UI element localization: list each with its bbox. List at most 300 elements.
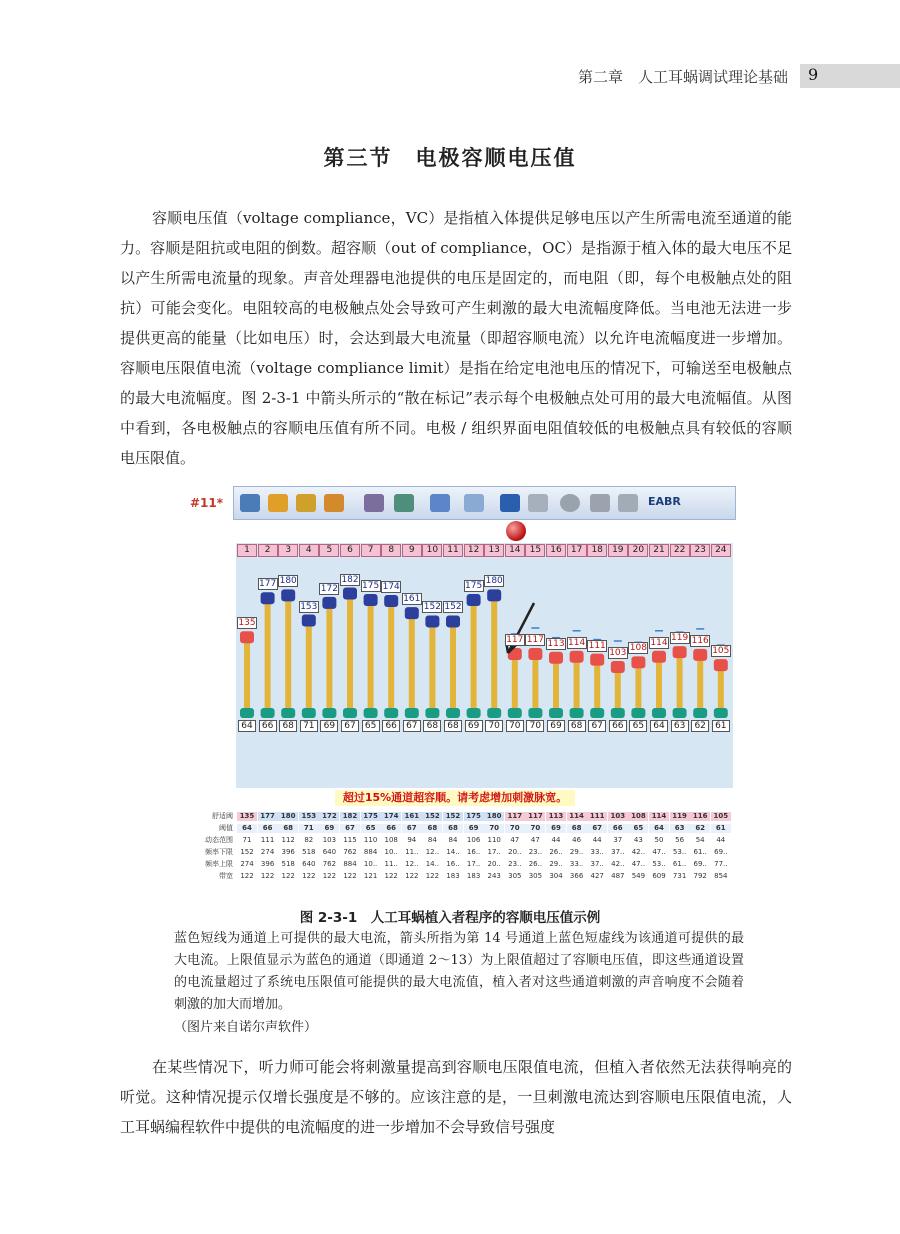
channel-bar[interactable] (512, 652, 518, 708)
channel-bar[interactable] (409, 611, 415, 708)
table-cell: 117 (505, 812, 525, 821)
table-cell: 67 (402, 824, 422, 833)
bar-chart-down-icon (324, 494, 344, 512)
table-cell: 113 (546, 812, 566, 821)
channel-cell-9[interactable]: 9 (402, 544, 422, 557)
toolbar (233, 486, 736, 520)
table-cell: 70 (525, 824, 545, 833)
threshold-marker[interactable] (425, 708, 439, 718)
table-cell: 884 (361, 848, 381, 857)
table-cell: 366 (567, 872, 587, 881)
table-cell: 53.. (649, 860, 669, 869)
figure-caption: 图 2-3-1 人工耳蜗植入者程序的容顺电压值示例 (299, 910, 601, 926)
upper-level-marker[interactable] (673, 646, 687, 658)
channel-bar[interactable] (491, 593, 497, 708)
upper-value-label: 117 (526, 634, 544, 645)
threshold-marker[interactable] (570, 708, 584, 718)
table-cell: 114 (567, 812, 587, 821)
pdf-icon (618, 494, 638, 512)
table-cell: 640 (299, 860, 319, 869)
table-cell: 640 (319, 848, 339, 857)
channel-number-row (236, 544, 733, 558)
wave-icon (268, 494, 288, 512)
channel-cell-17[interactable]: 17 (567, 544, 587, 557)
channel-cell-7[interactable]: 7 (361, 544, 381, 557)
channel-bar[interactable] (532, 652, 538, 708)
threshold-marker[interactable] (384, 708, 398, 718)
table-cell: 64 (237, 824, 257, 833)
channel-bar[interactable] (306, 619, 312, 708)
upper-level-marker[interactable] (405, 607, 419, 619)
table-cell: 20.. (484, 860, 504, 869)
table-cell: 63 (670, 824, 690, 833)
excel-icon (590, 494, 610, 512)
threshold-marker[interactable] (487, 708, 501, 718)
table-cell: 54 (690, 836, 710, 845)
channel-cell-18[interactable]: 18 (587, 544, 607, 557)
table-cell: 854 (711, 872, 731, 881)
table-cell: 161 (402, 812, 422, 821)
table-cell: 47.. (628, 860, 648, 869)
channel-bar[interactable] (429, 619, 435, 708)
channel-bar[interactable] (285, 593, 291, 708)
upper-value-label: 175 (362, 581, 380, 592)
table-cell: 47 (525, 836, 545, 845)
channel-bar[interactable] (326, 601, 332, 708)
channel-cell-5[interactable]: 5 (319, 544, 339, 557)
upper-level-marker[interactable] (611, 661, 625, 673)
table-cell: 122 (299, 872, 319, 881)
upper-level-marker[interactable] (302, 615, 316, 627)
table-cell: 396 (258, 860, 278, 869)
upper-value-label: 103 (609, 648, 627, 658)
upper-value-label: 152 (423, 602, 441, 613)
table-cell: 71 (299, 824, 319, 833)
channel-bar[interactable] (697, 653, 703, 708)
channel-cell-12[interactable]: 12 (464, 544, 484, 557)
table-cell: 26.. (546, 848, 566, 857)
table-cell: 11.. (402, 848, 422, 857)
table-cell: 62 (690, 824, 710, 833)
threshold-marker[interactable] (343, 708, 357, 718)
channel-cell-13[interactable]: 13 (484, 544, 504, 557)
lower-value-label: 69 (320, 720, 338, 732)
channel-bar[interactable] (450, 619, 456, 708)
grid-icon (464, 494, 484, 512)
value-table (178, 808, 736, 888)
table-cell: 122 (237, 872, 257, 881)
table-cell: 117 (525, 812, 545, 821)
upper-level-marker[interactable] (261, 592, 275, 604)
table-cell: 17.. (464, 860, 484, 869)
eabr-label: EABR (648, 495, 681, 508)
table-cell: 70 (505, 824, 525, 833)
upper-value-label: 117 (506, 634, 524, 645)
table-cell: 731 (670, 872, 690, 881)
upper-level-marker[interactable] (570, 651, 584, 663)
table-cell: 68 (567, 824, 587, 833)
stop-icon (560, 494, 580, 512)
table-cell: 84 (422, 836, 442, 845)
table-cell: 84 (443, 836, 463, 845)
table-cell: 42.. (608, 860, 628, 869)
table-cell: 12.. (402, 860, 422, 869)
table-cell: 23.. (505, 860, 525, 869)
channel-cell-2[interactable]: 2 (258, 544, 278, 557)
body-paragraph-1: 容顺电压值（voltage compliance，VC）是指植入体提供足够电压以产生所需电流至通道的能力。容顺是阻抗或电阻的倒数。超容顺（out of compliance，OC）是指源于植入体的最大电压不足以产生所需电流量的现象。声音处理器电池提供的电压是固定的，而电阻（即，每个电极触点处的阻抗）可能会变化。电阻较高的电极触点处会导致可产生刺激的最大电流幅度降低。当电池无法进一步提供更高的能量（比如电压）时，会达到最大电流量（即超容顺电流）以允许电流幅度进一步增加。容顺电压限值电流（voltage compliance limit）是指在给定电池电压的情况下，可输送至电极触点的最大电流幅度。图 2-3-1 中箭头所示的“散在标记”表示每个电极触点处可用的最大电流幅值。从图中看到，各电极触点的容顺电压值有所不同。电极 / 组织界面电阻值较低的电极触点具有较低的容顺电压限值。 (120, 209, 792, 467)
upper-level-marker[interactable] (467, 594, 481, 606)
lower-value-label: 70 (506, 720, 524, 732)
table-cell: 23.. (525, 848, 545, 857)
threshold-marker[interactable] (240, 708, 254, 718)
table-cell: 172 (319, 812, 339, 821)
upper-level-marker[interactable] (693, 649, 707, 661)
upper-level-marker[interactable] (343, 588, 357, 600)
upper-value-label: 177 (259, 579, 277, 590)
threshold-marker[interactable] (364, 708, 378, 718)
table-cell: 762 (319, 860, 339, 869)
figure-note: 蓝色短线为通道上可提供的最大电流，箭头所指为第 14 号通道上蓝色短虚线为该通道可提供的最大电流。上限值显示为蓝色的通道（即通道 2～13）为上限值超过了容顺电压值，即这些通道设置的电流量超过了系统电压限值可能提供的最大电流值，植入者对这些通道刺激的声音响度不会随着刺激的加大而增加。 (174, 931, 744, 1012)
upper-value-label: 114 (568, 637, 586, 648)
upper-level-marker[interactable] (425, 615, 439, 627)
lower-value-label: 68 (423, 720, 441, 732)
lower-value-label: 63 (671, 720, 689, 732)
upper-level-marker[interactable] (322, 597, 336, 609)
channel-cell-4[interactable]: 4 (299, 544, 319, 557)
upper-value-label: 119 (671, 633, 689, 644)
table-cell: 16.. (443, 860, 463, 869)
threshold-marker[interactable] (302, 708, 316, 718)
upper-value-label: 152 (444, 602, 462, 613)
table-cell: 274 (258, 848, 278, 857)
table-cell: 37 (608, 836, 628, 845)
channel-cell-10[interactable]: 10 (422, 544, 442, 557)
upper-level-marker[interactable] (281, 589, 295, 601)
table-cell: 44 (711, 836, 731, 845)
table-cell: 26.. (525, 860, 545, 869)
table-cell: 37.. (608, 848, 628, 857)
channel-cell-20[interactable]: 20 (628, 544, 648, 557)
lower-value-label: 64 (650, 720, 668, 732)
table-cell: 50 (649, 836, 669, 845)
table-cell: 44 (546, 836, 566, 845)
table-cell: 114 (649, 812, 669, 821)
table-cell: 47 (505, 836, 525, 845)
threshold-marker[interactable] (528, 708, 542, 718)
lower-value-label: 62 (691, 720, 709, 732)
table-cell: 69.. (690, 860, 710, 869)
threshold-marker[interactable] (467, 708, 481, 718)
table-cell: 152 (237, 848, 257, 857)
table-cell: 487 (608, 872, 628, 881)
table-cell: 70 (484, 824, 504, 833)
table-cell: 609 (649, 872, 669, 881)
table-cell: 68 (422, 824, 442, 833)
table-cell: 105 (711, 812, 731, 821)
lower-value-label: 66 (259, 720, 277, 732)
upper-value-label: 116 (691, 635, 709, 646)
lower-value-label: 66 (609, 720, 627, 732)
lower-value-label: 68 (568, 720, 586, 732)
table-cell: 44 (587, 836, 607, 845)
table-cell: 64 (649, 824, 669, 833)
table-row-label: 动态范围 (205, 836, 233, 844)
upper-level-marker[interactable] (714, 659, 728, 671)
table-cell: 518 (278, 860, 298, 869)
table-cell: 82 (299, 836, 319, 845)
table-cell: 183 (443, 872, 463, 881)
curve-icon (430, 494, 450, 512)
table-cell: 67 (587, 824, 607, 833)
upper-value-label: 174 (382, 581, 400, 592)
upper-level-marker[interactable] (364, 594, 378, 606)
upper-level-marker[interactable] (549, 652, 563, 664)
table-cell: 47.. (649, 848, 669, 857)
upper-level-marker[interactable] (528, 648, 542, 660)
table-cell: 182 (340, 812, 360, 821)
tools-icon (364, 494, 384, 512)
table-row-label: 舒适阈 (212, 812, 233, 820)
upper-value-label: 180 (485, 576, 503, 587)
table-cell: 174 (381, 812, 401, 821)
table-cell: 112 (278, 836, 298, 845)
table-cell: 66 (381, 824, 401, 833)
threshold-marker[interactable] (631, 708, 645, 718)
forward-arrow-icon (528, 494, 548, 512)
table-cell: 274 (237, 860, 257, 869)
table-cell: 37.. (587, 860, 607, 869)
table-row-label: 阈值 (219, 824, 233, 832)
upper-level-marker[interactable] (590, 654, 604, 666)
threshold-marker[interactable] (322, 708, 336, 718)
channel-cell-6[interactable]: 6 (340, 544, 360, 557)
page-number: 9 (808, 65, 819, 84)
upper-value-label: 182 (341, 574, 359, 585)
upper-value-label: 153 (300, 601, 318, 612)
channel-cell-8[interactable]: 8 (381, 544, 401, 557)
threshold-marker[interactable] (693, 708, 707, 718)
channel-cell-15[interactable]: 15 (525, 544, 545, 557)
table-cell: 762 (340, 848, 360, 857)
table-cell: 17.. (484, 848, 504, 857)
body-paragraph-2: 在某些情况下，听力师可能会将刺激量提高到容顺电压限值电流，但植入者依然无法获得响亮的听觉。这种情况提示仅增长强度是不够的。应该注意的是，一旦刺激电流达到容顺电压限值电流，人工耳蜗编程软件中提供的电流幅度的进一步增加不会导致信号强度 (120, 1058, 792, 1136)
table-cell: 77.. (711, 860, 731, 869)
table-cell: 66 (258, 824, 278, 833)
table-cell: 65 (628, 824, 648, 833)
software-screenshot (178, 486, 736, 890)
table-row-label: 带宽 (219, 872, 233, 880)
channel-bar[interactable] (244, 635, 250, 708)
table-cell: 792 (690, 872, 710, 881)
table-cell: 549 (628, 872, 648, 881)
table-cell: 175 (464, 812, 484, 821)
table-cell: 69 (319, 824, 339, 833)
threshold-marker[interactable] (281, 708, 295, 718)
table-cell: 103 (608, 812, 628, 821)
table-cell: 66 (608, 824, 628, 833)
table-cell: 243 (484, 872, 504, 881)
table-cell: 121 (361, 872, 381, 881)
table-cell: 61.. (670, 860, 690, 869)
lower-value-label: 61 (712, 720, 730, 732)
table-cell: 71 (237, 836, 257, 845)
table-cell: 152 (443, 812, 463, 821)
upper-value-label: 113 (547, 638, 565, 649)
threshold-marker[interactable] (549, 708, 563, 718)
lower-value-label: 65 (362, 720, 380, 732)
upper-level-marker[interactable] (384, 595, 398, 607)
table-cell: 103 (319, 836, 339, 845)
table-cell: 20.. (505, 848, 525, 857)
threshold-marker[interactable] (508, 708, 522, 718)
lower-value-label: 68 (279, 720, 297, 732)
table-cell: 427 (587, 872, 607, 881)
table-cell: 14.. (443, 848, 463, 857)
threshold-marker[interactable] (611, 708, 625, 718)
channel-cell-14[interactable]: 14 (505, 544, 525, 557)
table-cell: 61.. (690, 848, 710, 857)
table-cell: 110 (361, 836, 381, 845)
table-cell: 68 (278, 824, 298, 833)
channel-bar[interactable] (471, 598, 477, 708)
section-title: 第三节 电极容顺电压值 (323, 145, 577, 170)
table-cell: 29.. (567, 848, 587, 857)
table-cell: 29.. (546, 860, 566, 869)
table-cell: 518 (299, 848, 319, 857)
table-cell: 53.. (670, 848, 690, 857)
threshold-marker[interactable] (261, 708, 275, 718)
lower-value-label: 70 (526, 720, 544, 732)
table-cell: 11.. (381, 860, 401, 869)
chapter-title: 第二章 人工耳蜗调试理论基础 (577, 68, 788, 86)
table-cell: 12.. (422, 848, 442, 857)
table-cell: 305 (505, 872, 525, 881)
channel-cell-19[interactable]: 19 (608, 544, 628, 557)
table-cell: 108 (381, 836, 401, 845)
threshold-marker[interactable] (652, 708, 666, 718)
upper-value-label: 135 (238, 618, 256, 629)
table-cell: 67 (340, 824, 360, 833)
upper-level-marker[interactable] (652, 651, 666, 663)
search-tool-icon (394, 494, 414, 512)
figure-source: （图片来自诺尔声软件） (174, 1020, 318, 1035)
channel-cell-21[interactable]: 21 (649, 544, 669, 557)
channel-cell-16[interactable]: 16 (546, 544, 566, 557)
channel-cell-24[interactable]: 24 (711, 544, 731, 557)
lower-value-label: 71 (300, 720, 318, 732)
table-cell: 33.. (567, 860, 587, 869)
table-cell: 16.. (464, 848, 484, 857)
status-ball-icon (506, 521, 526, 541)
upper-value-label: 114 (650, 637, 668, 648)
upper-value-label: 172 (320, 583, 338, 594)
table-cell: 46 (567, 836, 587, 845)
warning-text: 超过15%通道超容顺。请考虑增加刺激脉宽。 (335, 790, 575, 806)
channel-bar[interactable] (368, 598, 374, 708)
table-cell: 68 (443, 824, 463, 833)
lower-value-label: 67 (403, 720, 421, 732)
lower-value-label: 69 (465, 720, 483, 732)
table-cell: 135 (237, 812, 257, 821)
table-cell: 122 (422, 872, 442, 881)
table-cell: 106 (464, 836, 484, 845)
channel-bar[interactable] (265, 596, 271, 708)
lower-value-label: 69 (547, 720, 565, 732)
upper-level-marker[interactable] (446, 615, 460, 627)
table-cell: 122 (340, 872, 360, 881)
lower-value-label: 67 (588, 720, 606, 732)
table-cell: 122 (258, 872, 278, 881)
threshold-marker[interactable] (673, 708, 687, 718)
table-cell: 119 (670, 812, 690, 821)
table-cell: 180 (278, 812, 298, 821)
table-cell: 56 (670, 836, 690, 845)
table-cell: 153 (299, 812, 319, 821)
table-cell: 175 (361, 812, 381, 821)
threshold-marker[interactable] (405, 708, 419, 718)
lower-value-label: 64 (238, 720, 256, 732)
lower-value-label: 70 (485, 720, 503, 732)
upper-value-label: 161 (403, 594, 421, 605)
table-cell: 396 (278, 848, 298, 857)
table-cell: 116 (690, 812, 710, 821)
table-cell: 42.. (628, 848, 648, 857)
table-cell: 152 (422, 812, 442, 821)
channel-cell-22[interactable]: 22 (670, 544, 690, 557)
channel-cell-23[interactable]: 23 (690, 544, 710, 557)
running-head (0, 64, 900, 88)
table-cell: 43 (628, 836, 648, 845)
table-cell: 110 (484, 836, 504, 845)
back-arrow-icon (500, 494, 520, 512)
table-row-label: 频率上限 (205, 860, 233, 868)
table-cell: 69 (464, 824, 484, 833)
lower-value-label: 66 (382, 720, 400, 732)
threshold-marker[interactable] (590, 708, 604, 718)
table-cell: 304 (546, 872, 566, 881)
upper-level-marker[interactable] (631, 656, 645, 668)
threshold-marker[interactable] (714, 708, 728, 718)
table-cell: 10.. (361, 860, 381, 869)
lower-value-label: 67 (341, 720, 359, 732)
channel-cell-11[interactable]: 11 (443, 544, 463, 557)
upper-level-marker[interactable] (240, 631, 254, 643)
table-cell: 94 (402, 836, 422, 845)
table-cell: 61 (711, 824, 731, 833)
program-tag: #11* (190, 496, 224, 510)
channel-cell-1[interactable]: 1 (237, 544, 257, 557)
table-cell: 65 (361, 824, 381, 833)
table-cell: 884 (340, 860, 360, 869)
threshold-marker[interactable] (446, 708, 460, 718)
table-cell: 122 (402, 872, 422, 881)
channel-bar[interactable] (347, 592, 353, 708)
upper-level-marker[interactable] (487, 589, 501, 601)
table-cell: 69 (546, 824, 566, 833)
upper-value-label: 175 (465, 581, 483, 592)
channel-bar[interactable] (388, 599, 394, 708)
bar-chart-icon (296, 494, 316, 512)
table-cell: 180 (484, 812, 504, 821)
table-cell: 122 (381, 872, 401, 881)
table-cell: 69.. (711, 848, 731, 857)
table-cell: 111 (258, 836, 278, 845)
upper-value-label: 180 (279, 576, 297, 587)
channel-cell-3[interactable]: 3 (278, 544, 298, 557)
table-cell: 108 (628, 812, 648, 821)
table-cell: 14.. (422, 860, 442, 869)
channel-bar[interactable] (677, 650, 683, 708)
